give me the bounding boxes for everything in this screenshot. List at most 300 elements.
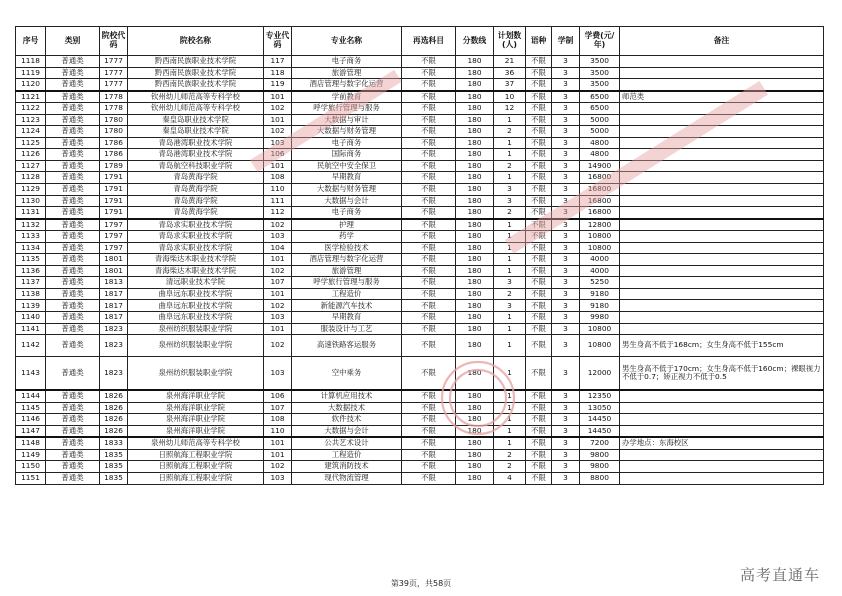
table-cell: 1	[494, 390, 526, 402]
table-cell: 不限	[526, 437, 552, 449]
table-cell: 1	[494, 335, 526, 357]
table-cell: 3	[552, 300, 580, 312]
table-cell: 不限	[526, 114, 552, 126]
table-cell: 180	[456, 390, 494, 402]
table-cell: 早期教育	[292, 172, 402, 184]
table-cell: 180	[456, 103, 494, 115]
table-cell: 1	[494, 242, 526, 254]
table-cell: 10800	[580, 242, 620, 254]
table-cell	[620, 67, 824, 79]
table-cell: 日照航海工程职业学院	[128, 449, 264, 461]
table-cell: 3	[552, 402, 580, 414]
table-cell: 1801	[100, 254, 128, 266]
table-cell: 5250	[580, 277, 620, 289]
table-cell: 1817	[100, 312, 128, 324]
table-cell: 180	[456, 91, 494, 103]
table-cell: 1777	[100, 67, 128, 79]
table-cell: 普通类	[46, 79, 100, 91]
table-cell: 不限	[526, 323, 552, 335]
table-cell: 大数据与审计	[292, 114, 402, 126]
column-header: 语种	[526, 27, 552, 56]
table-cell: 1	[494, 172, 526, 184]
table-cell: 1118	[16, 56, 46, 68]
table-cell: 不限	[402, 437, 456, 449]
table-cell	[620, 414, 824, 426]
table-row	[16, 461, 824, 473]
table-cell: 1833	[100, 437, 128, 449]
table-cell: 180	[456, 472, 494, 484]
table-cell: 1129	[16, 184, 46, 196]
table-cell: 普通类	[46, 277, 100, 289]
table-cell: 普通类	[46, 231, 100, 243]
table-cell: 医学检验技术	[292, 242, 402, 254]
table-cell: 不限	[402, 231, 456, 243]
table-cell: 不限	[526, 472, 552, 484]
table-cell: 1151	[16, 472, 46, 484]
table-cell	[620, 265, 824, 277]
table-cell: 不限	[526, 402, 552, 414]
table-cell: 普通类	[46, 312, 100, 324]
table-cell: 1791	[100, 195, 128, 207]
table-cell: 6500	[580, 103, 620, 115]
table-cell: 2	[494, 449, 526, 461]
table-cell: 1780	[100, 126, 128, 138]
table-cell: 不限	[402, 207, 456, 219]
table-cell: 普通类	[46, 437, 100, 449]
table-cell: 呼学旅行管理与服务	[292, 103, 402, 115]
table-cell: 1143	[16, 357, 46, 391]
table-cell: 建筑消防技术	[292, 461, 402, 473]
table-cell: 不限	[402, 390, 456, 402]
table-cell: 普通类	[46, 67, 100, 79]
table-cell: 102	[264, 126, 292, 138]
table-cell: 学前教育	[292, 91, 402, 103]
table-cell: 青岛求实职业技术学院	[128, 242, 264, 254]
table-cell	[620, 254, 824, 266]
table-cell: 36	[494, 67, 526, 79]
table-cell: 180	[456, 449, 494, 461]
table-cell: 不限	[526, 137, 552, 149]
table-cell: 酒店管理与数字化运营	[292, 79, 402, 91]
table-cell: 不限	[402, 242, 456, 254]
table-cell	[620, 323, 824, 335]
table-cell: 4000	[580, 254, 620, 266]
table-cell: 180	[456, 231, 494, 243]
table-cell: 3	[552, 254, 580, 266]
table-cell: 1791	[100, 207, 128, 219]
table-cell: 1150	[16, 461, 46, 473]
table-cell: 大数据与会计	[292, 195, 402, 207]
table-cell: 1789	[100, 160, 128, 172]
table-cell: 1801	[100, 265, 128, 277]
table-cell: 1	[494, 323, 526, 335]
table-cell: 大数据技术	[292, 402, 402, 414]
table-cell: 3	[552, 357, 580, 391]
table-cell	[620, 56, 824, 68]
table-cell: 3	[552, 288, 580, 300]
table-cell: 16800	[580, 184, 620, 196]
table-cell: 普通类	[46, 414, 100, 426]
table-cell: 1146	[16, 414, 46, 426]
table-cell: 不限	[526, 91, 552, 103]
table-cell: 工程造价	[292, 449, 402, 461]
table-cell: 2	[494, 207, 526, 219]
table-cell: 1826	[100, 425, 128, 437]
table-cell: 10800	[580, 231, 620, 243]
table-cell: 青海柴达木职业技术学院	[128, 265, 264, 277]
table-cell: 1813	[100, 277, 128, 289]
table-cell: 3	[552, 184, 580, 196]
table-cell: 4	[494, 472, 526, 484]
table-cell	[620, 137, 824, 149]
table-cell: 1	[494, 231, 526, 243]
table-cell: 青岛求实职业技术学院	[128, 219, 264, 231]
table-cell: 不限	[526, 277, 552, 289]
table-cell: 1791	[100, 172, 128, 184]
table-cell: 180	[456, 114, 494, 126]
table-cell: 不限	[402, 254, 456, 266]
table-cell: 普通类	[46, 219, 100, 231]
table-cell: 普通类	[46, 472, 100, 484]
table-cell: 大数据与会计	[292, 425, 402, 437]
table-cell: 不限	[526, 390, 552, 402]
table-cell: 不限	[526, 449, 552, 461]
table-cell	[620, 242, 824, 254]
table-cell: 12000	[580, 357, 620, 391]
column-header: 分数线	[456, 27, 494, 56]
table-cell: 3	[552, 231, 580, 243]
table-cell: 曲阜远东职业技术学院	[128, 312, 264, 324]
table-cell: 普通类	[46, 390, 100, 402]
table-row	[16, 160, 824, 172]
table-cell: 普通类	[46, 172, 100, 184]
table-cell: 101	[264, 323, 292, 335]
table-cell: 1131	[16, 207, 46, 219]
table-cell: 106	[264, 149, 292, 161]
table-cell: 3	[494, 195, 526, 207]
table-cell: 大数据与财务管理	[292, 184, 402, 196]
table-cell: 3	[552, 390, 580, 402]
table-cell	[620, 390, 824, 402]
table-cell: 103	[264, 357, 292, 391]
table-cell: 普通类	[46, 103, 100, 115]
table-cell: 6500	[580, 91, 620, 103]
table-cell: 1123	[16, 114, 46, 126]
table-cell: 1	[494, 137, 526, 149]
table-cell: 3	[552, 91, 580, 103]
table-cell: 不限	[402, 312, 456, 324]
table-cell: 普通类	[46, 300, 100, 312]
table-cell: 180	[456, 160, 494, 172]
table-cell: 14900	[580, 160, 620, 172]
table-cell: 曲阜远东职业技术学院	[128, 300, 264, 312]
table-cell: 180	[456, 357, 494, 391]
table-cell: 护理	[292, 219, 402, 231]
table-cell: 108	[264, 172, 292, 184]
table-cell: 泉州幼儿师范高等专科学校	[128, 437, 264, 449]
table-cell: 不限	[402, 91, 456, 103]
table-row	[16, 207, 824, 219]
table-cell: 不限	[526, 254, 552, 266]
table-cell: 不限	[402, 172, 456, 184]
table-cell: 药学	[292, 231, 402, 243]
table-cell: 1130	[16, 195, 46, 207]
table-cell: 男生身高不低于168cm；女生身高不低于155cm	[620, 335, 824, 357]
table-cell: 不限	[402, 335, 456, 357]
table-cell: 106	[264, 390, 292, 402]
table-cell: 普通类	[46, 56, 100, 68]
table-cell: 16800	[580, 172, 620, 184]
table-cell: 180	[456, 288, 494, 300]
table-cell: 不限	[402, 300, 456, 312]
table-cell: 1777	[100, 79, 128, 91]
table-row	[16, 472, 824, 484]
table-row	[16, 231, 824, 243]
table-cell: 1120	[16, 79, 46, 91]
table-cell: 5000	[580, 114, 620, 126]
table-cell: 普通类	[46, 288, 100, 300]
table-cell: 师范类	[620, 91, 824, 103]
table-cell: 2	[494, 288, 526, 300]
table-cell: 1133	[16, 231, 46, 243]
table-cell: 119	[264, 79, 292, 91]
column-header: 序号	[16, 27, 46, 56]
table-cell: 服装设计与工艺	[292, 323, 402, 335]
table-cell: 1144	[16, 390, 46, 402]
table-cell: 泉州海洋职业学院	[128, 402, 264, 414]
table-cell: 103	[264, 231, 292, 243]
table-cell: 180	[456, 277, 494, 289]
table-cell: 4800	[580, 149, 620, 161]
table-cell	[620, 149, 824, 161]
table-cell: 107	[264, 277, 292, 289]
table-row	[16, 149, 824, 161]
table-cell: 不限	[402, 425, 456, 437]
table-cell: 不限	[402, 219, 456, 231]
table-cell: 180	[456, 312, 494, 324]
table-cell: 180	[456, 335, 494, 357]
table-cell: 泉州纺织服装职业学院	[128, 323, 264, 335]
table-cell: 3500	[580, 67, 620, 79]
table-cell: 电子商务	[292, 207, 402, 219]
table-cell: 1	[494, 357, 526, 391]
table-cell: 普通类	[46, 323, 100, 335]
table-cell: 3	[552, 277, 580, 289]
table-cell: 12800	[580, 219, 620, 231]
table-cell: 不限	[402, 277, 456, 289]
table-cell: 不限	[526, 207, 552, 219]
column-header: 院校代码	[100, 27, 128, 56]
table-row	[16, 414, 824, 426]
table-cell: 不限	[526, 242, 552, 254]
table-cell: 111	[264, 195, 292, 207]
table-cell: 9800	[580, 461, 620, 473]
table-cell: 1	[494, 114, 526, 126]
table-cell: 黔西南民族职业技术学院	[128, 56, 264, 68]
table-cell: 普通类	[46, 402, 100, 414]
table-cell: 3	[552, 219, 580, 231]
table-cell: 1835	[100, 472, 128, 484]
table-cell: 14450	[580, 414, 620, 426]
table-cell: 秦皇岛职业技术学院	[128, 114, 264, 126]
table-cell: 104	[264, 242, 292, 254]
table-cell: 110	[264, 184, 292, 196]
table-cell: 普通类	[46, 91, 100, 103]
table-cell: 1145	[16, 402, 46, 414]
table-cell: 不限	[526, 160, 552, 172]
table-cell: 1	[494, 254, 526, 266]
table-cell: 不限	[526, 288, 552, 300]
table-cell: 9180	[580, 300, 620, 312]
column-header: 学制	[552, 27, 580, 56]
table-row	[16, 137, 824, 149]
table-row	[16, 390, 824, 402]
table-cell: 不限	[526, 219, 552, 231]
table-cell: 不限	[526, 67, 552, 79]
table-cell: 3	[552, 425, 580, 437]
table-cell: 青岛港湾职业技术学院	[128, 137, 264, 149]
table-cell: 180	[456, 219, 494, 231]
table-row	[16, 67, 824, 79]
table-cell: 103	[264, 312, 292, 324]
table-cell: 普通类	[46, 137, 100, 149]
table-cell: 青岛黄海学院	[128, 172, 264, 184]
table-cell: 1780	[100, 114, 128, 126]
table-cell: 180	[456, 184, 494, 196]
table-cell: 1823	[100, 357, 128, 391]
table-cell: 普通类	[46, 335, 100, 357]
table-cell: 2	[494, 461, 526, 473]
table-cell: 1786	[100, 137, 128, 149]
table-cell: 112	[264, 207, 292, 219]
table-cell: 101	[264, 288, 292, 300]
table-cell: 12350	[580, 390, 620, 402]
table-cell: 不限	[402, 402, 456, 414]
table-cell	[620, 114, 824, 126]
table-row	[16, 300, 824, 312]
table-cell: 3	[552, 137, 580, 149]
table-cell: 不限	[402, 56, 456, 68]
table-cell: 21	[494, 56, 526, 68]
table-cell: 1119	[16, 67, 46, 79]
table-cell: 101	[264, 114, 292, 126]
table-cell: 5000	[580, 126, 620, 138]
table-cell: 9800	[580, 449, 620, 461]
table-cell: 3	[552, 437, 580, 449]
table-cell: 1823	[100, 323, 128, 335]
table-cell: 3	[552, 207, 580, 219]
table-row	[16, 114, 824, 126]
table-cell: 180	[456, 425, 494, 437]
table-cell: 男生身高不低于170cm；女生身高不低于160cm；裸眼视力不低于0.7；矫正视力不低于0.5	[620, 357, 824, 391]
table-cell: 1142	[16, 335, 46, 357]
page-footer: 第39页，共58页	[390, 579, 452, 588]
column-header: 计划数(人)	[494, 27, 526, 56]
table-cell: 2	[494, 126, 526, 138]
column-header: 学费(元/年)	[580, 27, 620, 56]
table-cell: 不限	[402, 449, 456, 461]
table-cell: 电子商务	[292, 137, 402, 149]
table-cell: 不限	[402, 137, 456, 149]
table-cell: 普通类	[46, 265, 100, 277]
table-cell: 1835	[100, 449, 128, 461]
table-cell: 1786	[100, 149, 128, 161]
table-cell: 102	[264, 265, 292, 277]
table-cell: 1137	[16, 277, 46, 289]
table-cell: 37	[494, 79, 526, 91]
table-cell	[620, 461, 824, 473]
table-cell: 101	[264, 437, 292, 449]
table-cell: 日照航海工程职业学院	[128, 472, 264, 484]
table-cell: 不限	[402, 79, 456, 91]
table-cell: 1132	[16, 219, 46, 231]
table-cell: 103	[264, 137, 292, 149]
table-cell: 1797	[100, 231, 128, 243]
table-cell: 不限	[526, 126, 552, 138]
table-cell: 普通类	[46, 425, 100, 437]
table-cell: 普通类	[46, 160, 100, 172]
table-cell: 不限	[402, 323, 456, 335]
table-cell: 青岛港湾职业技术学院	[128, 149, 264, 161]
table-cell	[620, 160, 824, 172]
table-cell: 3	[494, 277, 526, 289]
table-cell: 不限	[526, 56, 552, 68]
table-cell: 旅游管理	[292, 67, 402, 79]
table-cell: 117	[264, 56, 292, 68]
table-cell: 不限	[402, 357, 456, 391]
table-cell: 3	[552, 56, 580, 68]
table-cell: 102	[264, 103, 292, 115]
table-cell: 1	[494, 265, 526, 277]
table-cell: 1777	[100, 56, 128, 68]
table-row	[16, 335, 824, 357]
table-cell: 3	[552, 414, 580, 426]
column-header: 专业名称	[292, 27, 402, 56]
table-cell: 泉州纺织服装职业学院	[128, 335, 264, 357]
table-cell: 1	[494, 312, 526, 324]
table-cell: 不限	[526, 149, 552, 161]
table-cell: 101	[264, 160, 292, 172]
table-cell: 不限	[526, 414, 552, 426]
table-cell: 1122	[16, 103, 46, 115]
table-cell	[620, 207, 824, 219]
table-cell: 1	[494, 402, 526, 414]
table-cell	[620, 126, 824, 138]
table-cell: 不限	[526, 425, 552, 437]
table-cell: 1149	[16, 449, 46, 461]
table-row	[16, 219, 824, 231]
table-cell: 普通类	[46, 126, 100, 138]
table-cell: 钦州幼儿师范高等专科学校	[128, 103, 264, 115]
table-cell: 青岛黄海学院	[128, 195, 264, 207]
table-cell: 10800	[580, 335, 620, 357]
table-cell: 180	[456, 56, 494, 68]
table-cell: 不限	[402, 149, 456, 161]
header-row	[16, 27, 824, 56]
table-cell: 高速铁路客运服务	[292, 335, 402, 357]
table-cell: 空中乘务	[292, 357, 402, 391]
table-cell: 118	[264, 67, 292, 79]
table-cell: 1817	[100, 288, 128, 300]
table-row	[16, 265, 824, 277]
table-cell: 青岛黄海学院	[128, 207, 264, 219]
table-row	[16, 425, 824, 437]
table-cell: 1791	[100, 184, 128, 196]
table-cell: 电子商务	[292, 56, 402, 68]
table-cell: 公共艺术设计	[292, 437, 402, 449]
brand-logo: 高考直通车	[739, 566, 820, 584]
table-cell: 12	[494, 103, 526, 115]
